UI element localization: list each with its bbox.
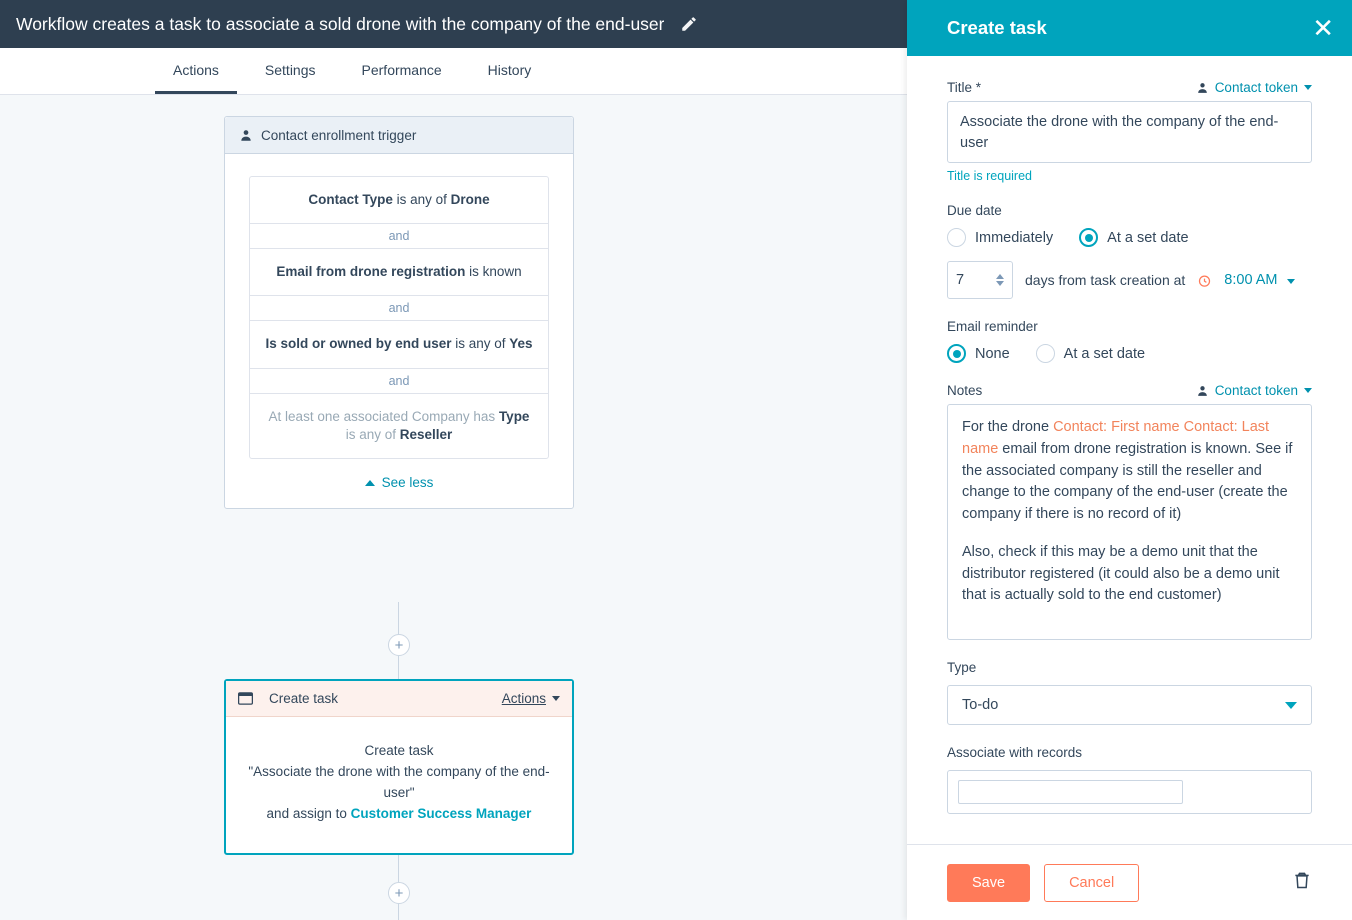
task-icon [238,692,253,705]
action-card-body [226,717,572,853]
connector-line [398,904,399,920]
tab-label: Performance [361,61,442,78]
contact-token-label: Contact token [1214,383,1298,398]
workflow-header [0,0,907,48]
criterion-row[interactable] [250,249,548,295]
notes-input[interactable] [947,404,1312,640]
chevron-down-icon [1304,388,1312,393]
criterion-operator: is any of [451,336,510,352]
associate-records-input[interactable] [947,770,1312,814]
notes-contact-token-button[interactable] [1196,383,1312,398]
panel-footer [907,844,1352,920]
notes-field-header [947,383,1312,398]
due-time-select[interactable] [1224,272,1294,288]
criterion-operator: is any of [392,192,451,207]
radio-dot [1036,344,1055,363]
criterion-property: Email from drone registration [276,264,466,280]
email-reminder-label: Email reminder [947,319,1038,334]
close-icon[interactable]: ✕ [1312,13,1334,43]
radio-dot [947,344,966,363]
criterion-row[interactable] [250,321,548,367]
due-date-set-date-radio[interactable] [1079,228,1188,247]
due-time-value: 8:00 AM [1224,272,1278,288]
connector-line [398,855,399,882]
cancel-button[interactable]: Cancel [1044,864,1139,902]
chevron-down-icon [1287,279,1295,284]
create-task-panel [907,0,1352,920]
notes-paragraph-2: Also, check if this may be a demo unit that the distributor registered (it could also be a demo unit that is actually sold to the end customer) [962,543,1280,604]
action-summary-line1: Create task [364,743,434,758]
criterion-value: Yes [509,336,533,352]
criterion-row[interactable] [250,177,548,223]
enrollment-trigger-card[interactable] [224,116,574,509]
criteria-separator: and [250,368,548,394]
action-summary-line3 [242,804,556,825]
contact-icon [1196,384,1209,398]
trash-icon[interactable] [1292,869,1312,896]
tab-history[interactable] [470,48,550,94]
chevron-down-icon [1304,85,1312,90]
tab-settings[interactable] [247,48,334,94]
assign-prefix: and assign to [266,805,351,821]
connector-line [398,656,399,679]
action-menu-label: Actions [501,691,546,706]
workflow-canvas [0,95,907,920]
action-card-title: Create task [269,691,339,706]
criterion-value: Reseller [399,426,453,442]
notes-text: email from drone registration is known. See if the associated company is still the reseller and change to the company of the end-user (create the company if there is no record of it) [962,440,1293,522]
radio-dot [1079,228,1098,247]
task-title-input[interactable]: Associate the drone with the company of the end-user [947,101,1312,163]
radio-label: Immediately [975,229,1054,246]
associate-records-field[interactable] [958,780,1183,804]
criterion-property: Type [498,408,530,424]
criterion-property: Is sold or owned by end user [265,336,452,352]
contact-icon [1196,81,1209,95]
token-contact-last-name: Contact: Last name [962,419,1270,457]
radio-label: At a set date [1107,229,1189,246]
task-type-value: To-do [962,697,999,713]
trigger-card-title: Contact enrollment trigger [261,127,417,143]
days-stepper[interactable] [947,261,1013,299]
days-description: days from task creation at [1025,272,1186,288]
trigger-card-header [225,117,573,154]
tab-actions[interactable] [155,48,237,94]
type-label: Type [947,660,977,675]
criterion-prefix: At least one associated Company has [268,408,499,424]
see-less-toggle[interactable] [225,459,573,508]
radio-label: None [975,345,1010,362]
token-contact-first-name: Contact: First name [1053,419,1180,435]
trigger-criteria-list [249,176,549,459]
radio-dot [947,228,966,247]
assignee-name: Customer Success Manager [350,805,532,821]
notes-field-label: Notes [947,383,983,398]
action-summary-line2: "Associate the drone with the company of the end-user" [248,763,550,800]
criterion-operator: is known [465,264,522,280]
add-step-button[interactable]: + [388,882,410,904]
contact-token-label: Contact token [1214,80,1298,95]
title-error-message: Title is required [947,169,1032,183]
clock-icon [1197,273,1212,288]
email-reminder-options [947,344,1312,363]
see-less-label: See less [381,475,434,491]
add-step-button[interactable]: + [388,634,410,656]
chevron-down-icon [552,696,560,701]
notes-paragraph-1 [962,417,1297,526]
chevron-up-icon [365,480,375,486]
criteria-separator: and [250,295,548,321]
criterion-property: Contact Type [308,192,393,207]
panel-header [907,0,1352,56]
criteria-separator: and [250,223,548,249]
tab-label: History [487,61,532,78]
action-card-header [226,681,572,717]
action-menu-button[interactable] [502,691,560,706]
notes-text: For the drone [962,419,1054,435]
radio-label: At a set date [1063,345,1146,362]
criterion-operator: is any of [345,426,400,442]
contact-token-button[interactable] [1196,80,1312,95]
email-reminder-set-date-radio[interactable] [1036,344,1145,363]
associate-records-label: Associate with records [947,745,1083,760]
due-date-label: Due date [947,203,1002,218]
chevron-down-icon [1285,702,1297,709]
create-task-action-card[interactable] [224,679,574,855]
workflow-tabs [0,48,907,95]
chevron-down-icon [996,281,1004,286]
save-button[interactable]: Save [947,864,1030,902]
title-field-label: Title * [947,80,982,95]
due-date-immediately-radio[interactable] [947,228,1053,247]
criterion-row[interactable] [250,394,548,458]
pencil-icon[interactable] [680,15,698,33]
criterion-value: Drone [450,192,490,207]
due-date-offset-row [947,261,1312,299]
due-date-options [947,228,1312,247]
tab-performance[interactable] [344,48,460,94]
title-field-header [947,80,1312,95]
tab-label: Actions [173,61,219,78]
panel-title: Create task [947,17,1047,38]
stepper-arrows[interactable] [996,274,1004,286]
tab-label: Settings [264,61,316,78]
contact-icon [239,128,253,143]
days-value: 7 [956,272,965,288]
panel-body [907,56,1352,844]
task-type-select[interactable] [947,685,1312,725]
email-reminder-none-radio[interactable] [947,344,1010,363]
page-title: Workflow creates a task to associate a sold drone with the company of the end-user [16,13,665,34]
chevron-up-icon [996,274,1004,279]
